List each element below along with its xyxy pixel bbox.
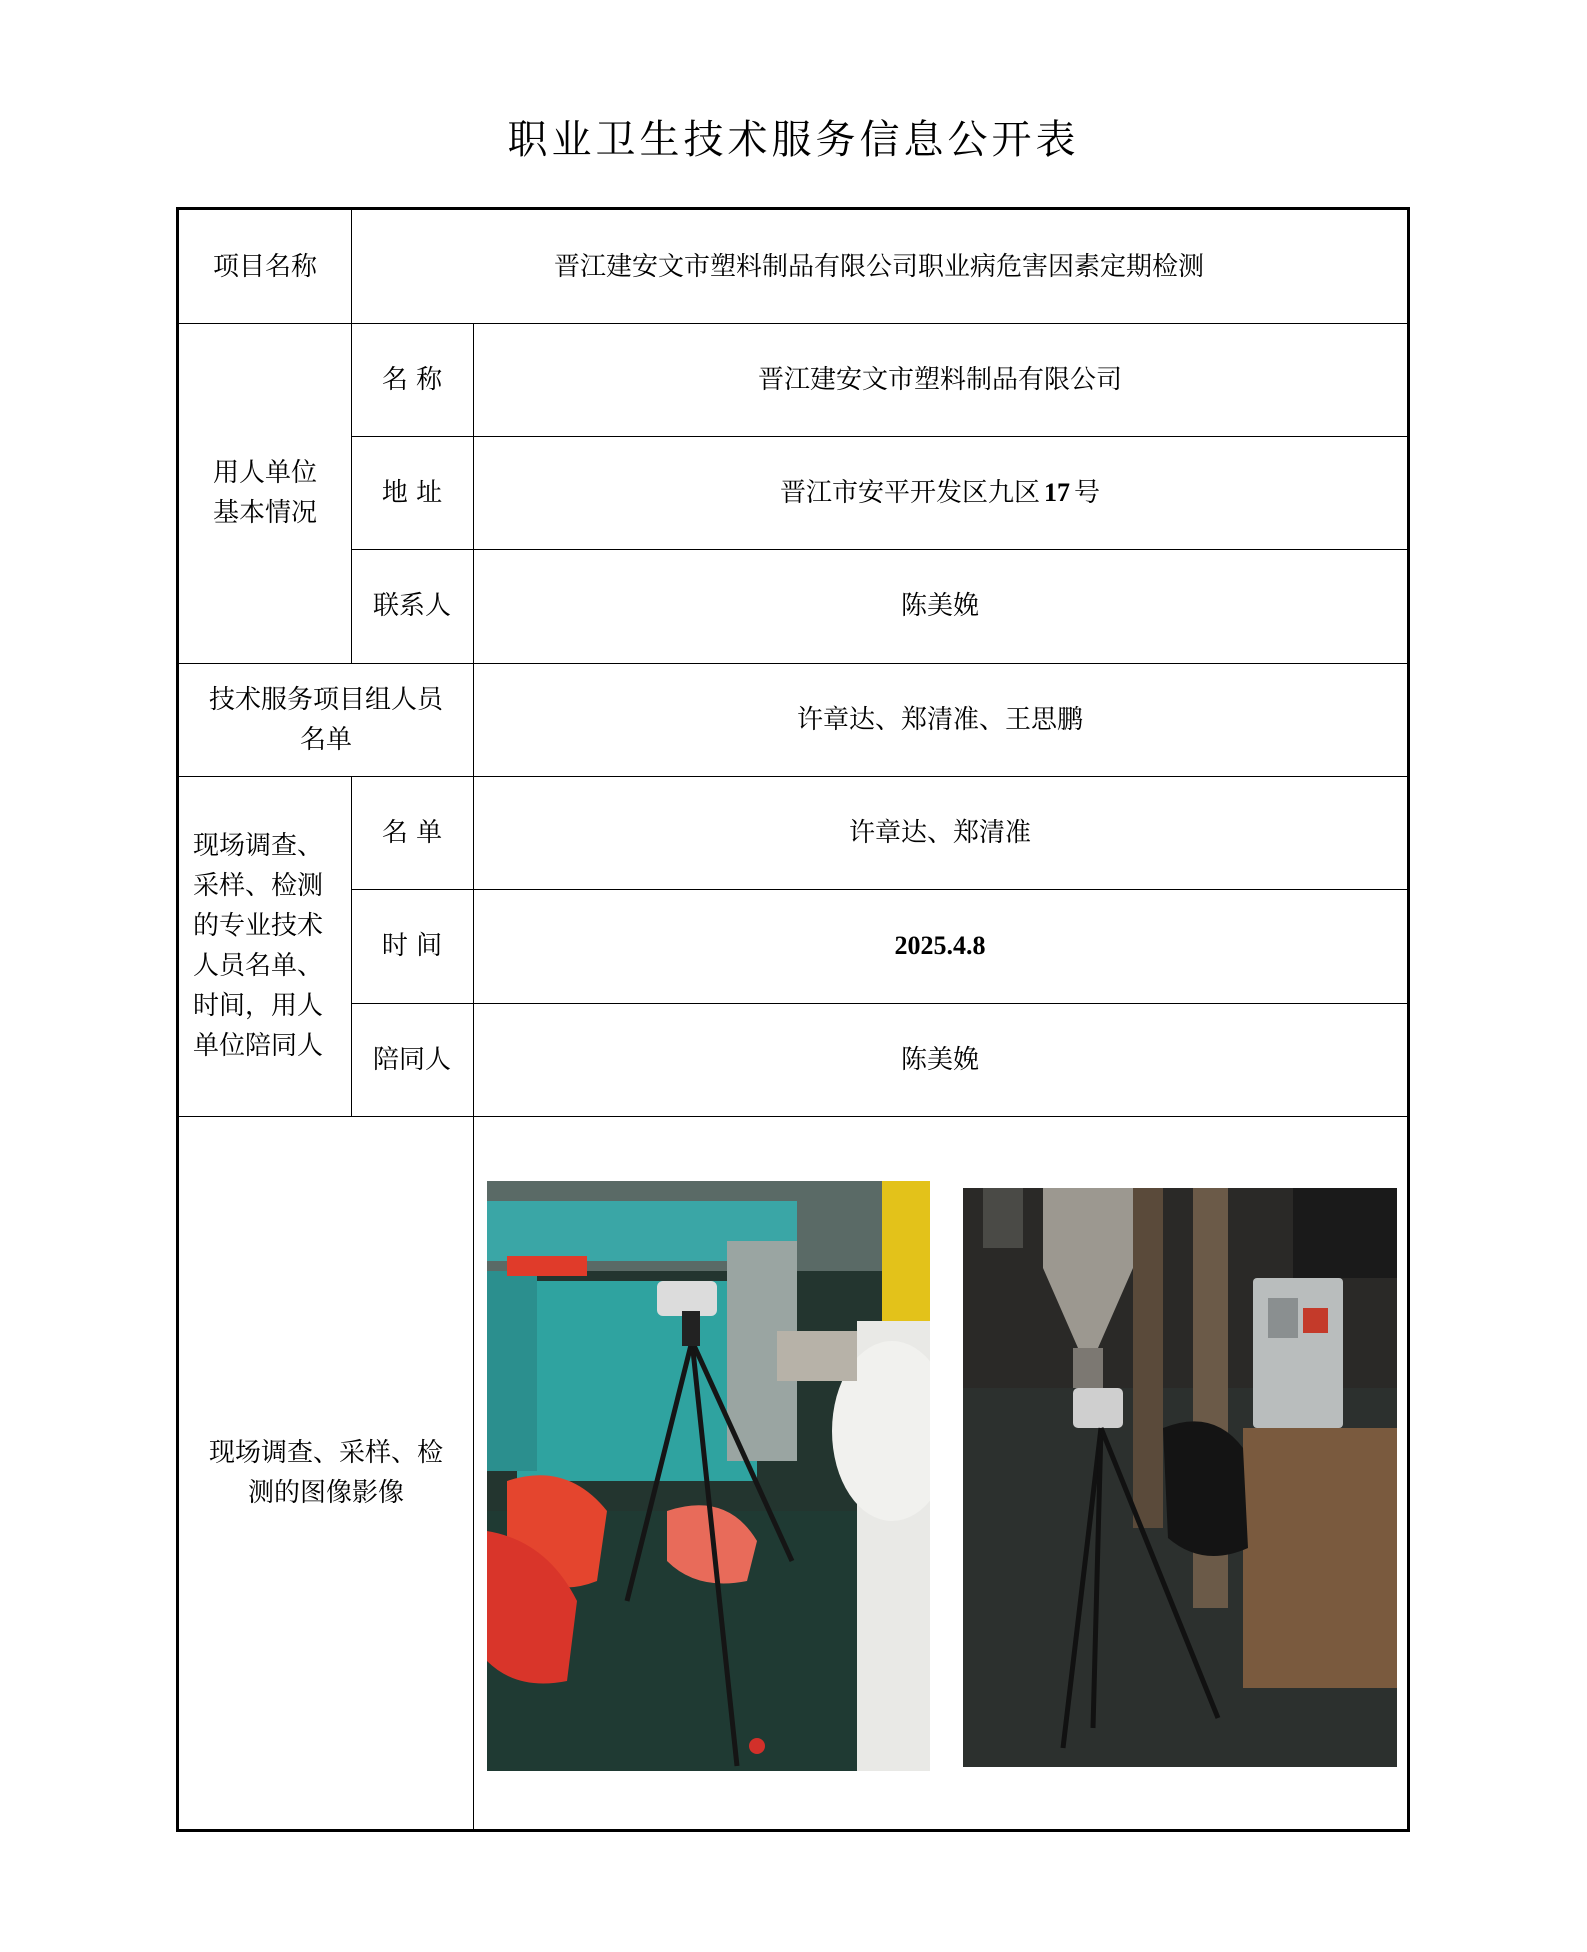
info-table [176, 207, 1410, 1832]
field-time-value: 2025.4.8 [894, 931, 986, 960]
field-list-label: 名 单 [381, 817, 443, 848]
employer-label-line1: 用人单位 [212, 458, 317, 488]
images-label [179, 1116, 473, 1829]
team-label-line2: 名单 [299, 724, 352, 755]
employer-label-line2: 基本情况 [212, 498, 317, 528]
site-photo-2 [963, 1188, 1397, 1767]
employer-name-value: 晋江建安文市塑料制品有限公司 [757, 364, 1122, 395]
employer-contact-label: 联系人 [372, 591, 451, 621]
field-label-line: 时间，用人 [193, 991, 324, 1021]
page-title: 职业卫生技术服务信息公开表 [507, 117, 1080, 163]
team-value: 许章达、郑清准、王思鹏 [796, 704, 1083, 735]
images-label-line1: 现场调查、采样、检 [208, 1437, 443, 1468]
address-number: 17 [1044, 477, 1070, 507]
address-suffix: 号 [1074, 477, 1101, 508]
project-name-value: 晋江建安文市塑料制品有限公司职业病危害因素定期检测 [553, 251, 1204, 282]
employer-address-label: 地 址 [381, 477, 443, 508]
team-label [179, 663, 473, 776]
field-escort-value: 陈美娩 [900, 1044, 979, 1075]
employer-contact-value: 陈美娩 [900, 591, 979, 621]
field-label-line: 现场调查、 [193, 831, 324, 861]
employer-name-label: 名 称 [381, 364, 443, 395]
field-label-line: 的专业技术 [193, 911, 324, 941]
field-escort-label: 陪同人 [372, 1044, 451, 1075]
site-photo-1 [487, 1181, 930, 1771]
field-label-line: 采样、检测 [193, 871, 324, 901]
employer-address-value [473, 436, 1407, 549]
field-list-value: 许章达、郑清准 [848, 817, 1031, 848]
images-label-line2: 测的图像影像 [247, 1477, 404, 1508]
project-name-label: 项目名称 [212, 251, 317, 282]
address-prefix: 晋江市安平开发区九区 [779, 477, 1040, 508]
field-time-label: 时 间 [381, 931, 443, 961]
field-label [179, 776, 351, 1116]
field-label-line: 单位陪同人 [193, 1031, 324, 1061]
employer-label [179, 323, 351, 663]
field-label-line: 人员名单、 [193, 951, 324, 981]
team-label-line1: 技术服务项目组人员 [208, 684, 443, 715]
